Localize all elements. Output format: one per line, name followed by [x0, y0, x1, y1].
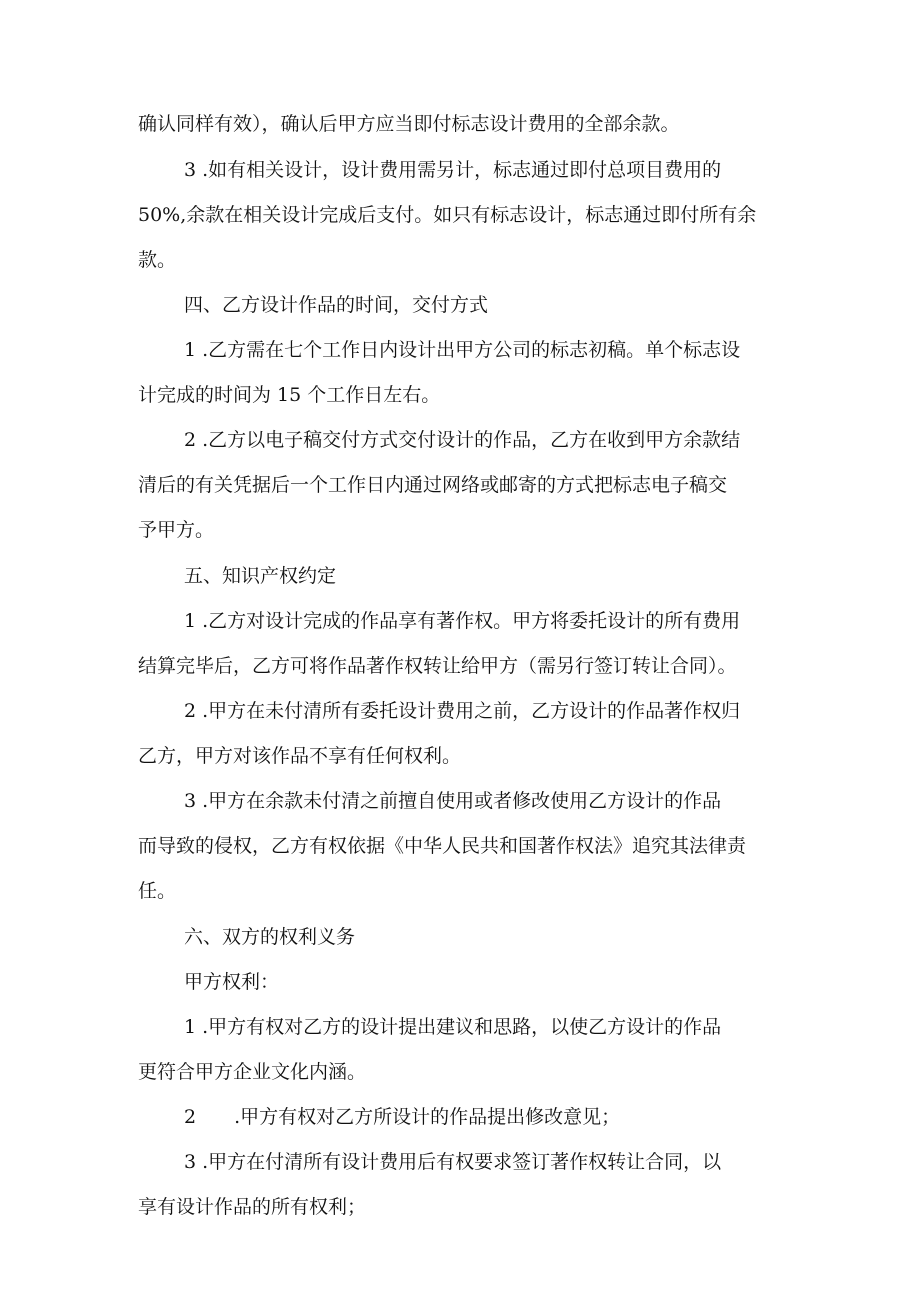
section-heading: 六、双方的权利义务 — [184, 926, 356, 948]
text-line: 50%,余款在相关设计完成后支付。如只有标志设计，标志通过即付所有余 — [138, 204, 757, 226]
text-line: 款。 — [138, 249, 177, 271]
text-line: 2 .甲方有权对乙方所设计的作品提出修改意见； — [184, 1106, 621, 1128]
text-line: 享有设计作品的所有权利； — [138, 1196, 367, 1218]
text-line: 1 .乙方对设计完成的作品享有著作权。甲方将委托设计的所有费用 — [184, 610, 741, 632]
text-line: 3 .如有相关设计，设计费用需另计，标志通过即付总项目费用的 — [184, 159, 722, 181]
text-line: 清后的有关凭据后一个工作日内通过网络或邮寄的方式把标志电子稿交 — [138, 474, 728, 496]
text-line: 而导致的侵权，乙方有权依据《中华人民共和国著作权法》追究其法律责 — [138, 835, 747, 857]
text-line: 确认同样有效），确认后甲方应当即付标志设计费用的全部余款。 — [138, 113, 680, 135]
text-line: 3 .甲方在余款未付清之前擅自使用或者修改使用乙方设计的作品 — [184, 790, 722, 812]
text-line: 2 .乙方以电子稿交付方式交付设计的作品，乙方在收到甲方余款结 — [184, 429, 741, 451]
subsection-heading: 甲方权利： — [184, 971, 280, 993]
text-line: 任。 — [138, 880, 177, 902]
text-line: 3 .甲方在付清所有设计费用后有权要求签订著作权转让合同，以 — [184, 1151, 722, 1173]
text-line: 结算完毕后，乙方可将作品著作权转让给甲方（需另行签订转让合同）。 — [138, 655, 737, 677]
text-line: 更符合甲方企业文化内涵。 — [138, 1061, 367, 1083]
section-heading: 五、知识产权约定 — [184, 565, 337, 587]
text-line: 计完成的时间为 15 个工作日左右。 — [138, 384, 441, 406]
text-line: 1 .甲方有权对乙方的设计提出建议和思路，以使乙方设计的作品 — [184, 1016, 722, 1038]
text-line: 予甲方。 — [138, 519, 215, 541]
text-line: 1 .乙方需在七个工作日内设计出甲方公司的标志初稿。单个标志设 — [184, 339, 741, 361]
text-line: 2 .甲方在未付清所有委托设计费用之前，乙方设计的作品著作权归 — [184, 700, 741, 722]
section-heading: 四、乙方设计作品的时间，交付方式 — [184, 294, 489, 316]
text-line: 乙方，甲方对该作品不享有任何权利。 — [138, 745, 462, 767]
